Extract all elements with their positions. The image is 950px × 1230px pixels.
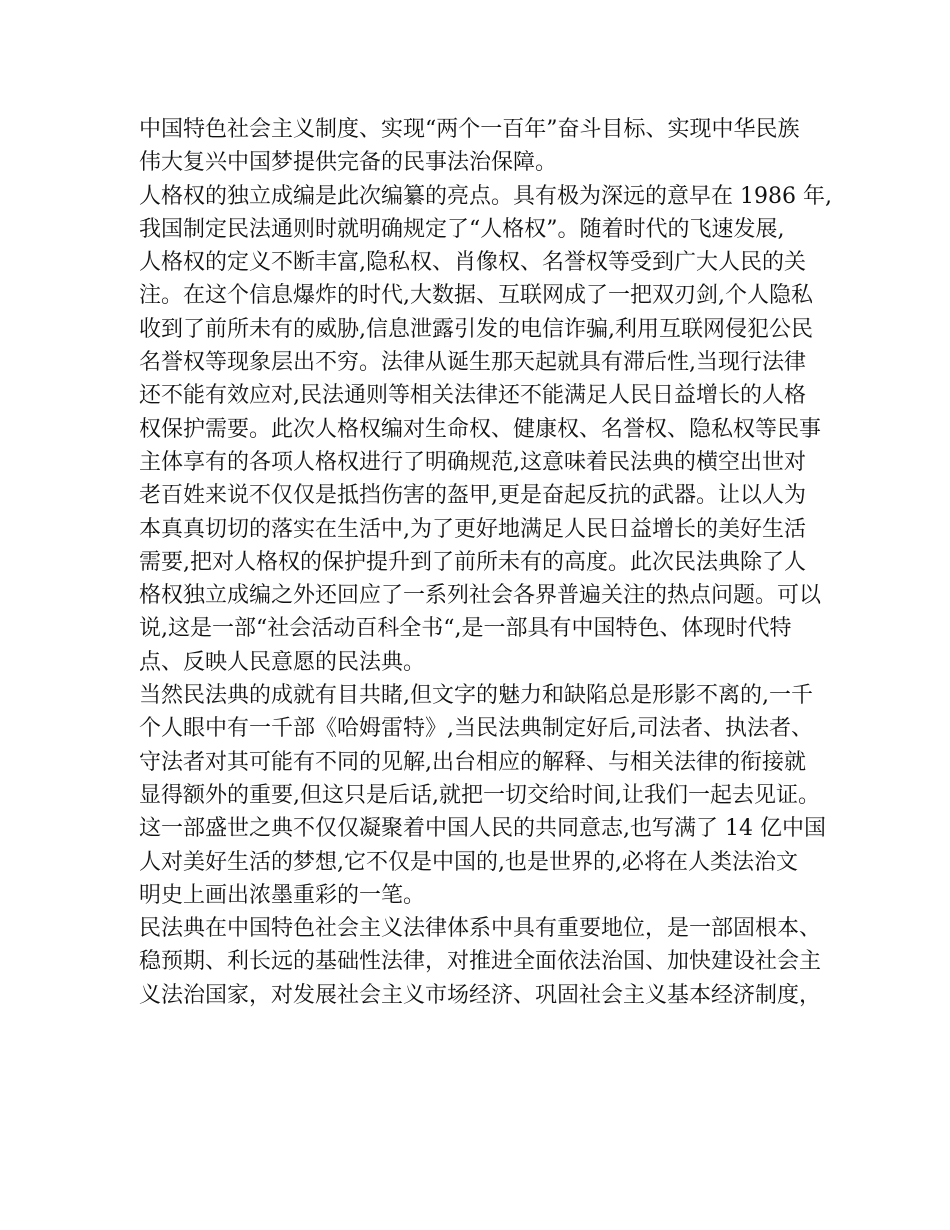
text-line: 明史上画出浓墨重彩的一笔。 <box>139 882 426 908</box>
text-line: 这一部盛世之典不仅仅凝聚着中国人民的共同意志,也写满了 14 亿中国 <box>139 816 826 842</box>
text-line: 伟大复兴中国梦提供完备的民事法治保障。 <box>139 150 558 176</box>
text-line: 中国特色社会主义制度、实现“两个一百年”奋斗目标、实现中华民族 <box>139 117 800 142</box>
text-line: 收到了前所未有的威胁,信息泄露引发的电信诈骗,利用互联网侵犯公民 <box>139 316 813 342</box>
text-line: 民法典在中国特色社会主义法律体系中具有重要地位，是一部固根本、 <box>139 916 822 942</box>
document-body <box>139 113 832 1012</box>
text-line: 个人眼中有一千部《哈姆雷特》,当民法典制定好后,司法者、执法者、 <box>139 716 813 742</box>
text-line: 义法治国家，对发展社会主义市场经济、巩固社会主义基本经济制度， <box>139 982 822 1008</box>
text-line: 显得额外的重要,但这只是后话,就把一切交给时间,让我们一起去见证。 <box>139 782 820 808</box>
text-line: 权保护需要。此次人格权编对生命权、健康权、名誉权、隐私权等民事 <box>139 416 822 442</box>
text-line: 人格权的定义不断丰富,隐私权、肖像权、名誉权等受到广大人民的关 <box>139 250 806 276</box>
text-line: 注。在这个信息爆炸的时代,大数据、互联网成了一把双刃剑,个人隐私 <box>139 283 813 309</box>
text-line: 还不能有效应对,民法通则等相关法律还不能满足人民日益增长的人格 <box>139 383 806 409</box>
text-line: 名誉权等现象层出不穷。法律从诞生那天起就具有滞后性,当现行法律 <box>139 350 806 376</box>
text-line: 主体享有的各项人格权进行了明确规范,这意味着民法典的横空出世对 <box>139 449 806 475</box>
text-line: 点、反映人民意愿的民法典。 <box>139 649 426 675</box>
text-line: 说,这是一部“社会活动百科全书“,是一部具有中国特色、体现时代特 <box>139 616 792 642</box>
text-line: 当然民法典的成就有目共睹,但文字的魅力和缺陷总是形影不离的,一千 <box>139 683 813 709</box>
text-line: 格权独立成编之外还回应了一系列社会各界普遍关注的热点问题。可以 <box>139 583 822 609</box>
text-line: 我国制定民法通则时就明确规定了“人格权”。随着时代的飞速发展, <box>139 216 785 242</box>
text-line: 稳预期、利长远的基础性法律，对推进全面依法治国、加快建设社会主 <box>139 949 822 975</box>
text-line: 本真真切切的落实在生活中,为了更好地满足人民日益增长的美好生活 <box>139 516 806 542</box>
text-line: 守法者对其可能有不同的见解,出台相应的解释、与相关法律的衔接就 <box>139 749 806 775</box>
text-line: 人对美好生活的梦想,它不仅是中国的,也是世界的,必将在人类法治文 <box>139 849 798 875</box>
text-line: 需要,把对人格权的保护提升到了前所未有的高度。此次民法典除了人 <box>139 549 806 575</box>
text-line: 人格权的独立成编是此次编纂的亮点。具有极为深远的意早在 1986 年, <box>139 183 832 209</box>
text-line: 老百姓来说不仅仅是抵挡伤害的盔甲,更是奋起反抗的武器。让以人为 <box>139 483 806 509</box>
